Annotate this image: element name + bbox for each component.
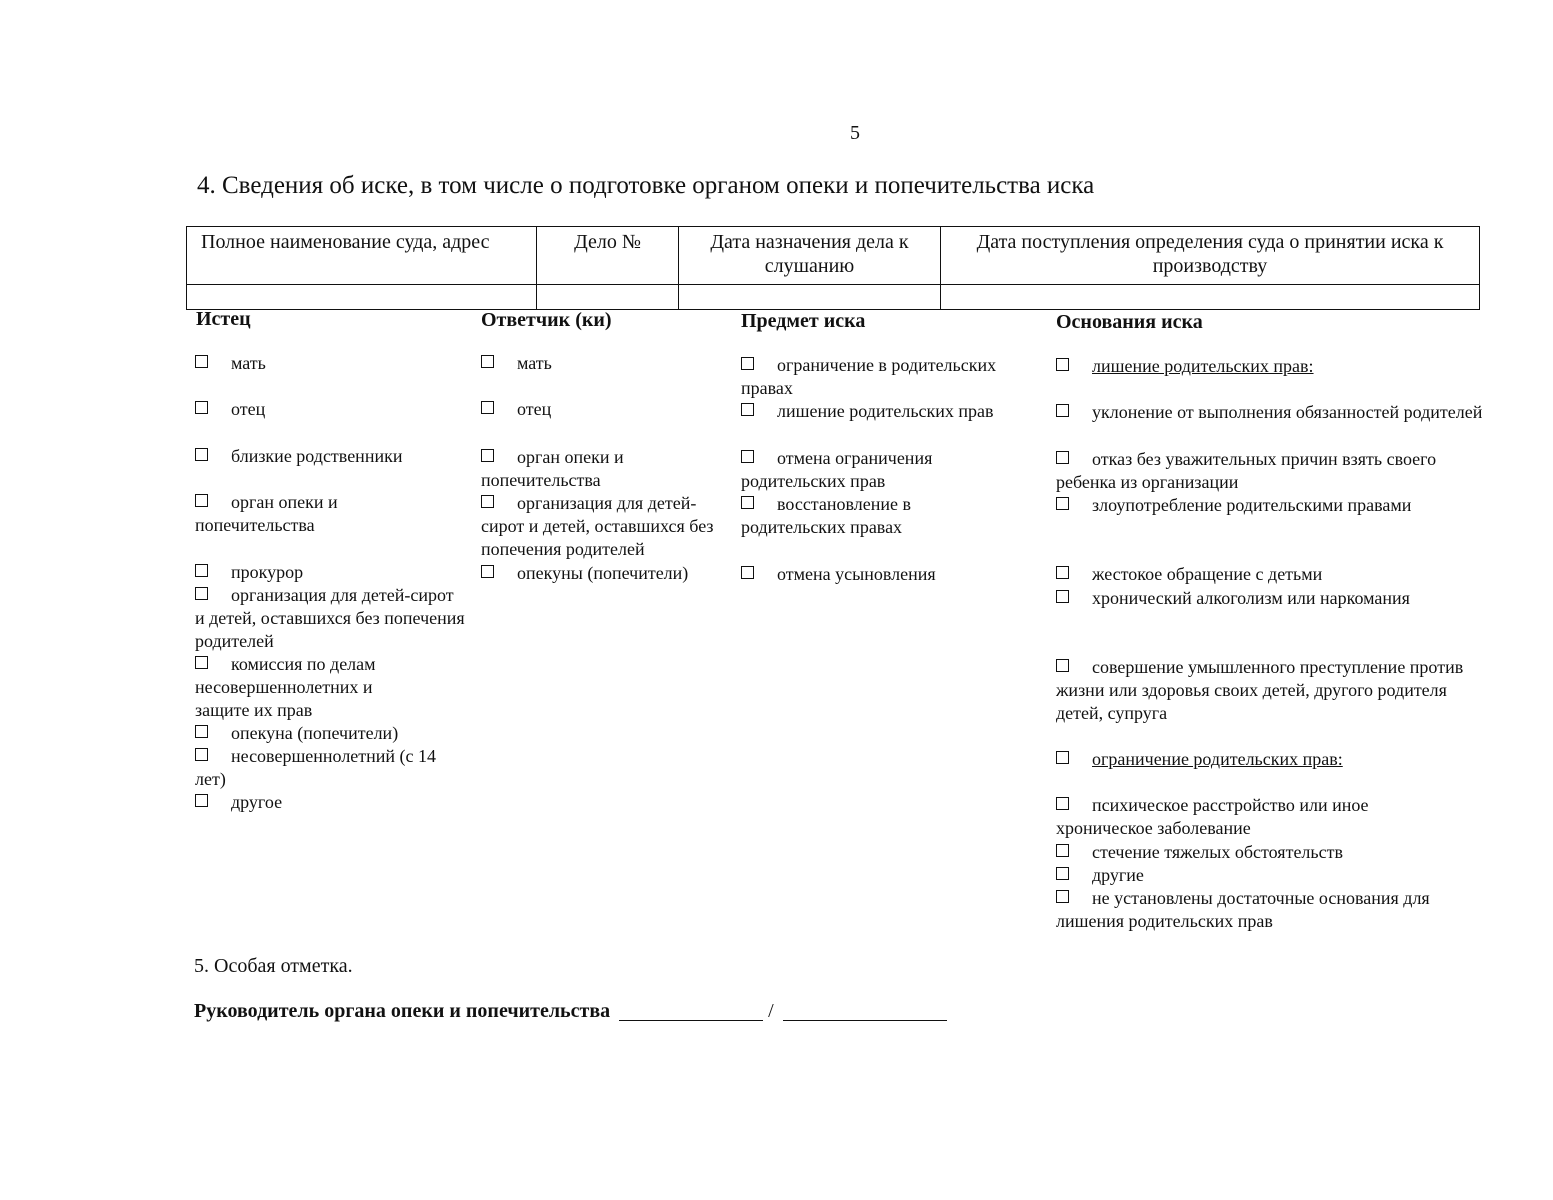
checkbox[interactable] bbox=[195, 748, 208, 761]
grounds-section-restriction[interactable]: ограничение родительских прав: bbox=[1056, 748, 1496, 771]
cell-case-number[interactable] bbox=[537, 285, 679, 310]
defendant-option[interactable]: орган опеки и попечительства bbox=[481, 447, 624, 490]
plaintiff-option[interactable]: отец bbox=[195, 398, 465, 421]
grounds-option[interactable]: уклонение от выполнения обязанностей родителей bbox=[1056, 401, 1496, 424]
court-info-table bbox=[186, 226, 1480, 310]
grounds-option[interactable]: психическое расстройство или иное хроническое заболевание bbox=[1056, 795, 1369, 838]
checkbox[interactable] bbox=[1056, 566, 1069, 579]
plaintiff-option[interactable]: несовершеннолетний (с 14 лет) bbox=[195, 746, 437, 789]
signature-line bbox=[194, 1000, 947, 1023]
checkbox[interactable] bbox=[195, 494, 208, 507]
header-case-number: Дело № bbox=[537, 227, 679, 285]
subject-option[interactable]: отмена ограничения родительских прав bbox=[741, 448, 933, 491]
checkbox[interactable] bbox=[481, 495, 494, 508]
plaintiff-option[interactable]: организация для детей-сирот и детей, оставшихся без попечения родителей bbox=[195, 585, 465, 651]
grounds-option[interactable]: совершение умышленного преступление против жизни или здоровья своих детей, другого родителя детей, супруга bbox=[1056, 657, 1464, 723]
plaintiff-option[interactable]: прокурор bbox=[195, 561, 465, 584]
checkbox[interactable] bbox=[195, 656, 208, 669]
checkbox[interactable] bbox=[195, 355, 208, 368]
checkbox[interactable] bbox=[741, 357, 754, 370]
plaintiff-column-title: Истец bbox=[196, 308, 251, 330]
checkbox[interactable] bbox=[195, 401, 208, 414]
defendant-option[interactable]: мать bbox=[481, 352, 726, 375]
checkbox[interactable] bbox=[195, 564, 208, 577]
signature-label: Руководитель органа опеки и попечительства bbox=[194, 1000, 611, 1022]
checkbox[interactable] bbox=[481, 565, 494, 578]
checkbox[interactable] bbox=[1056, 659, 1069, 672]
checkbox[interactable] bbox=[1056, 867, 1069, 880]
checkbox[interactable] bbox=[481, 401, 494, 414]
plaintiff-option[interactable]: опекуна (попечители) bbox=[195, 722, 465, 745]
signature-separator: / bbox=[768, 1000, 774, 1022]
subject-option[interactable]: ограничение в родительских правах bbox=[741, 355, 997, 398]
cell-court-name[interactable] bbox=[187, 285, 537, 310]
grounds-option[interactable]: стечение тяжелых обстоятельств bbox=[1056, 841, 1496, 864]
checkbox[interactable] bbox=[741, 566, 754, 579]
grounds-column-title: Основания иска bbox=[1056, 311, 1203, 333]
header-hearing-date: Дата назначения дела к слушанию bbox=[679, 227, 941, 285]
checkbox[interactable] bbox=[481, 355, 494, 368]
cell-acceptance-date[interactable] bbox=[941, 285, 1480, 310]
plaintiff-option[interactable]: близкие родственники bbox=[195, 445, 465, 468]
subject-option[interactable]: лишение родительских прав bbox=[741, 400, 1041, 423]
defendant-column-title: Ответчик (ки) bbox=[481, 309, 612, 331]
checkbox[interactable] bbox=[741, 496, 754, 509]
subject-column-title: Предмет иска bbox=[741, 310, 866, 332]
checkbox[interactable] bbox=[195, 794, 208, 807]
checkbox[interactable] bbox=[1056, 590, 1069, 603]
checkbox[interactable] bbox=[195, 587, 208, 600]
checkbox[interactable] bbox=[1056, 497, 1069, 510]
header-court-name: Полное наименование суда, адрес bbox=[187, 227, 537, 285]
defendant-option[interactable]: опекуны (попечители) bbox=[481, 562, 731, 585]
subject-option[interactable]: отмена усыновления bbox=[741, 563, 1041, 586]
grounds-option[interactable]: жестокое обращение с детьми bbox=[1056, 563, 1496, 586]
checkbox[interactable] bbox=[1056, 404, 1069, 417]
page-number: 5 bbox=[850, 122, 860, 144]
signature-name-field[interactable] bbox=[783, 1000, 947, 1021]
cell-hearing-date[interactable] bbox=[679, 285, 941, 310]
plaintiff-option[interactable]: комиссия по делам несовершеннолетних и защите их прав bbox=[195, 654, 376, 720]
subject-option[interactable]: восстановление в родительских правах bbox=[741, 494, 911, 537]
header-acceptance-date: Дата поступления определения суда о принятии иска к производству bbox=[941, 227, 1480, 285]
checkbox[interactable] bbox=[1056, 358, 1069, 371]
checkbox[interactable] bbox=[481, 449, 494, 462]
checkbox[interactable] bbox=[195, 448, 208, 461]
section-title: 4. Сведения об иске, в том числе о подготовке органом опеки и попечительства иска bbox=[197, 172, 1095, 199]
checkbox[interactable] bbox=[1056, 844, 1069, 857]
defendant-option[interactable]: организация для детей-сирот и детей, оставшихся без попечения родителей bbox=[481, 493, 714, 559]
checkbox[interactable] bbox=[741, 450, 754, 463]
checkbox[interactable] bbox=[741, 403, 754, 416]
special-mark: 5. Особая отметка. bbox=[194, 955, 353, 977]
signature-field[interactable] bbox=[619, 1000, 763, 1021]
grounds-option[interactable]: другие bbox=[1056, 864, 1496, 887]
checkbox[interactable] bbox=[1056, 751, 1069, 764]
checkbox[interactable] bbox=[1056, 890, 1069, 903]
grounds-option[interactable]: не установлены достаточные основания для лишения родительских прав bbox=[1056, 888, 1430, 931]
plaintiff-option[interactable]: орган опеки и попечительства bbox=[195, 492, 338, 535]
grounds-option[interactable]: отказ без уважительных причин взять своего ребенка из организации bbox=[1056, 449, 1437, 492]
grounds-option[interactable]: злоупотребление родительскими правами bbox=[1056, 494, 1496, 517]
plaintiff-option[interactable]: мать bbox=[195, 352, 465, 375]
grounds-option[interactable]: хронический алкоголизм или наркомания bbox=[1056, 587, 1496, 610]
checkbox[interactable] bbox=[195, 725, 208, 738]
plaintiff-option[interactable]: другое bbox=[195, 791, 465, 814]
defendant-option[interactable]: отец bbox=[481, 398, 726, 421]
grounds-section-deprivation[interactable]: лишение родительских прав: bbox=[1056, 355, 1496, 378]
checkbox[interactable] bbox=[1056, 451, 1069, 464]
checkbox[interactable] bbox=[1056, 797, 1069, 810]
